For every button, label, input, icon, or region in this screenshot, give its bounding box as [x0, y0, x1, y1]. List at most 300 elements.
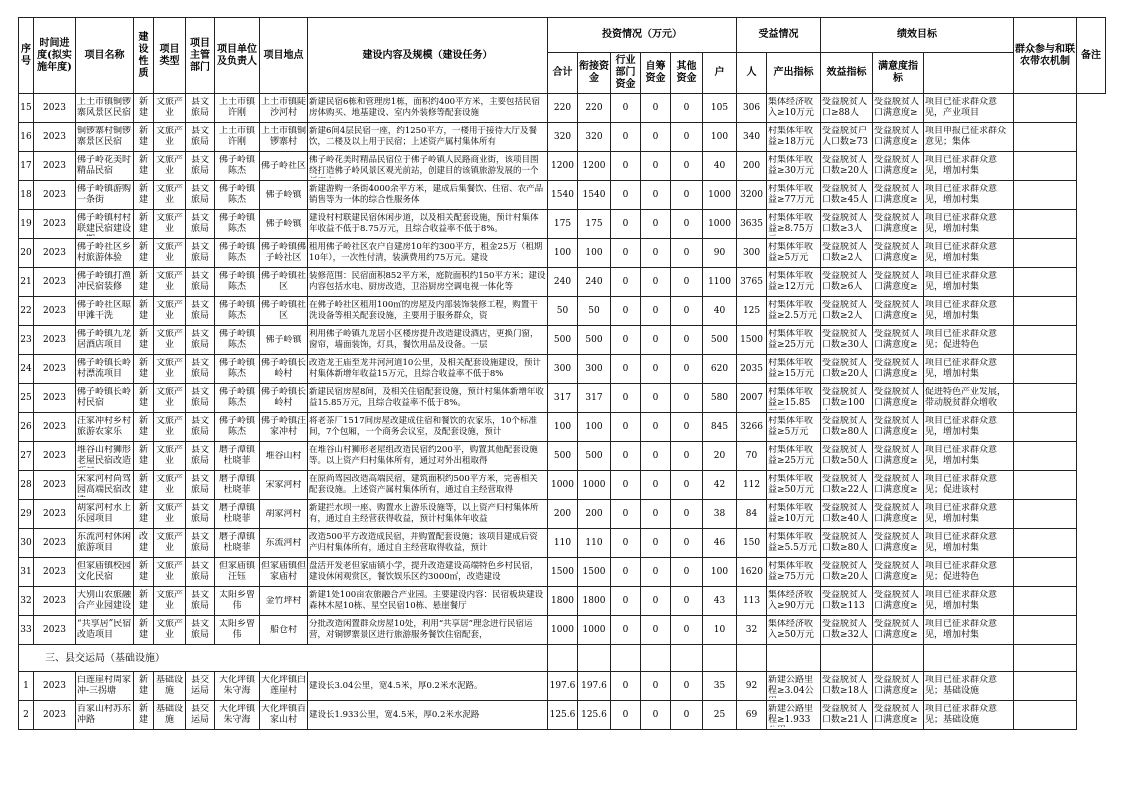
cell-inv-linked: 175 — [585, 218, 603, 229]
cell-output: 村集体年收益≥75万元 — [768, 561, 815, 582]
cell-satisfaction: 受益脱贫人口满意度≥ — [874, 561, 920, 582]
cell-year: 2023 — [43, 479, 66, 490]
header-performance: 绩效目标 — [821, 18, 1014, 53]
cell-effect: 受益脱贫人口数≥45人 — [822, 184, 869, 205]
cell-mechanism: 项目已征求群众意见，增加村集 — [925, 503, 998, 524]
cell-inv-linked: 100 — [585, 247, 603, 258]
cell-inv-dept: 0 — [622, 680, 629, 691]
cell-type: 文旅产业 — [155, 184, 183, 205]
cell-satisfaction: 受益脱贫人口满意度≥ — [874, 300, 920, 321]
cell-inv-linked: 125.6 — [581, 709, 607, 720]
cell-year: 2023 — [43, 305, 66, 316]
cell-name: 佛子岭社区乡村旅游体验 — [77, 242, 132, 263]
cell-inv-linked: 1000 — [582, 624, 606, 635]
cell-nature: 新建 — [138, 213, 148, 234]
cell-inv-dept: 0 — [622, 102, 629, 113]
cell-inv-self: 0 — [652, 450, 659, 461]
cell-inv-dept: 0 — [622, 363, 629, 374]
header-owner: 项目单位及负责人 — [215, 18, 260, 94]
cell-inv-linked: 317 — [585, 392, 603, 403]
cell-location: 大化坪镇百家山村 — [261, 704, 306, 725]
cell-content: 分批改造闲置群众房屋10处，利用“共享居”理念进行民宿运营，对铜锣寨景区进行旅游服务餐饮住宿配套， — [309, 619, 533, 640]
cell-inv-other: 0 — [683, 680, 690, 691]
header-inv-dept: 行业部门资金 — [611, 53, 641, 94]
cell-inv-other: 0 — [683, 363, 690, 374]
cell-owner: 佛子岭镇陈杰 — [218, 358, 255, 379]
table-row — [19, 442, 1106, 471]
cell-nature: 新建 — [138, 416, 148, 437]
cell-dept: 县文旅局 — [190, 329, 209, 350]
cell-inv-total: 175 — [553, 218, 572, 229]
cell-mechanism: 项目已征求群众意见，增加村集 — [925, 445, 998, 466]
cell-name: 胡家河村水上乐园项目 — [77, 503, 132, 524]
cell-type: 文旅产业 — [155, 300, 183, 321]
cell-location: 佛子岭社区 — [261, 160, 306, 171]
cell-inv-linked: 1500 — [582, 566, 606, 577]
cell-notes — [1014, 500, 1077, 529]
cell-output: 村集体年收益≥2.5万元 — [768, 300, 817, 321]
cell-notes — [1014, 355, 1077, 384]
cell-inv-total: 50 — [556, 305, 569, 316]
cell-inv-other: 0 — [683, 709, 690, 720]
cell-nature: 新建 — [138, 271, 148, 292]
cell-inv-self: 0 — [652, 305, 659, 316]
cell-output: 村集体年收益≥18万元 — [768, 126, 815, 147]
cell-inv-other: 0 — [683, 624, 690, 635]
table-row — [19, 500, 1106, 529]
cell-satisfaction: 受益脱贫人口满意度≥ — [874, 503, 920, 524]
cell-location: 佛子岭镇佛子岭社区 — [261, 242, 306, 263]
cell-people: 113 — [742, 595, 761, 606]
cell-households: 10 — [713, 624, 726, 635]
cell-output: 村集体年收益≥12万元 — [768, 271, 815, 292]
cell-owner: 上土市镇许刚 — [218, 126, 255, 147]
cell-year: 2023 — [43, 247, 66, 258]
cell-dept: 县文旅局 — [190, 126, 209, 147]
cell-seq: 29 — [20, 508, 32, 519]
cell-seq: 27 — [20, 450, 32, 461]
cell-dept: 县文旅局 — [190, 358, 209, 379]
cell-year: 2023 — [43, 709, 66, 720]
cell-notes — [1014, 587, 1077, 616]
cell-households: 100 — [710, 131, 729, 142]
cell-inv-total: 317 — [553, 392, 572, 403]
cell-inv-self: 0 — [652, 334, 659, 345]
section-header-row — [19, 645, 1106, 672]
cell-location: 宋家河村 — [265, 479, 302, 490]
table-row — [19, 152, 1106, 181]
cell-mechanism: 项目已征求群众意见；基础设施 — [925, 704, 998, 725]
cell-households: 42 — [713, 479, 726, 490]
cell-mechanism: 项目已征求群众意见，增加村集 — [925, 619, 998, 640]
cell-location: 东流河村 — [265, 537, 302, 548]
cell-name: 铜锣寨村铜锣寨景区民宿 — [77, 126, 132, 147]
cell-effect: 受益脱贫人口数≥50人 — [822, 445, 869, 466]
cell-seq: 19 — [20, 218, 32, 229]
header-inv-self: 自筹资金 — [641, 53, 671, 94]
cell-inv-self: 0 — [652, 537, 659, 548]
cell-location: 金竹坪村 — [265, 595, 302, 606]
cell-effect: 受益脱贫人口≥88人 — [822, 97, 868, 118]
table-row — [19, 210, 1106, 239]
cell-year: 2023 — [43, 421, 66, 432]
cell-year: 2023 — [43, 276, 66, 287]
cell-people: 125 — [742, 305, 761, 316]
cell-location: 大化坪镇白莲崖村 — [261, 675, 306, 696]
cell-year: 2023 — [43, 102, 66, 113]
cell-dept: 县交运局 — [190, 675, 209, 696]
cell-households: 46 — [713, 537, 726, 548]
cell-people: 3765 — [740, 276, 763, 287]
cell-satisfaction: 受益脱贫人口满意度≥ — [874, 213, 920, 234]
cell-nature: 新建 — [138, 155, 148, 176]
cell-people: 3635 — [740, 218, 763, 229]
cell-inv-dept: 0 — [622, 709, 629, 720]
cell-households: 500 — [710, 334, 729, 345]
cell-inv-linked: 50 — [588, 305, 600, 316]
cell-people: 32 — [745, 624, 758, 635]
cell-effect: 受益脱贫人口数≥18人 — [822, 675, 869, 696]
cell-notes — [1014, 701, 1077, 730]
cell-name: 上土市镇铜锣寨风景区民宿 — [77, 97, 132, 118]
cell-content: 在堆谷山村狮形老屋组改造民宿约200平，购置其他配套设施等。以上资产归村集体所有，通过对外出租取得 — [309, 445, 538, 466]
cell-owner: 磨子潭镇杜晓菲 — [218, 474, 255, 495]
cell-satisfaction: 受益脱贫人口满意度≥ — [874, 242, 920, 263]
cell-people: 92 — [745, 680, 758, 691]
cell-effect: 受益脱贫人口数≥21人 — [822, 704, 869, 725]
cell-name: 佛子岭镇长岭村民宿 — [77, 387, 132, 408]
cell-effect: 受益脱贫人口数≥2人 — [822, 242, 868, 263]
cell-notes — [1014, 94, 1077, 123]
cell-owner: 磨子潭镇杜晓菲 — [218, 532, 255, 553]
cell-type: 文旅产业 — [155, 271, 183, 292]
cell-inv-other: 0 — [683, 189, 690, 200]
cell-nature: 新建 — [138, 445, 148, 466]
cell-nature: 新建 — [138, 474, 148, 495]
cell-mechanism: 项目已征求群众意见，增加村集 — [925, 532, 998, 553]
cell-inv-total: 197.6 — [549, 680, 576, 691]
cell-inv-other: 0 — [683, 450, 690, 461]
cell-seq: 20 — [20, 247, 32, 258]
cell-seq: 23 — [20, 334, 32, 345]
cell-owner: 佛子岭镇陈杰 — [218, 271, 255, 292]
cell-inv-other: 0 — [683, 566, 690, 577]
table-row — [19, 181, 1106, 210]
cell-people: 112 — [742, 479, 761, 490]
cell-satisfaction: 受益脱贫人口满意度≥ — [874, 358, 920, 379]
cell-type: 文旅产业 — [155, 387, 183, 408]
cell-households: 1100 — [708, 276, 731, 287]
table-row — [19, 529, 1106, 558]
cell-nature: 新建 — [138, 675, 148, 696]
cell-households: 580 — [710, 392, 729, 403]
cell-inv-self: 0 — [652, 363, 659, 374]
cell-households: 1000 — [708, 218, 731, 229]
cell-inv-self: 0 — [652, 479, 659, 490]
cell-content: 装修范围：民宿面积852平方米，庭院面积约150平方米；建设内容包括水电、厨房改造，卫浴厨房空调电视一体化等 — [309, 271, 546, 292]
cell-satisfaction: 受益脱贫人口满意度≥ — [874, 97, 920, 118]
cell-households: 845 — [710, 421, 729, 432]
cell-inv-total: 1000 — [551, 479, 574, 490]
cell-mechanism: 项目已征求群众意见，增加村集 — [925, 300, 998, 321]
cell-dept: 县文旅局 — [190, 503, 209, 524]
cell-inv-dept: 0 — [622, 160, 629, 171]
cell-inv-other: 0 — [683, 305, 690, 316]
cell-name: 佛子岭镇打渔冲民宿装修 — [77, 271, 132, 292]
cell-location: 佛子岭镇社区 — [261, 271, 306, 292]
cell-content: 在佛子岭社区租用100㎡的房屋及内部装饰装修工程，购置干洗设备等相关配套设施，主要用于服务群众，资 — [309, 300, 538, 321]
cell-type: 文旅产业 — [155, 155, 183, 176]
cell-dept: 县文旅局 — [190, 271, 209, 292]
cell-mechanism: 项目已征求群众意见，增加村集 — [925, 184, 998, 205]
cell-people: 200 — [742, 160, 761, 171]
cell-type: 文旅产业 — [155, 329, 183, 350]
cell-inv-other: 0 — [683, 102, 690, 113]
cell-notes — [1014, 210, 1077, 239]
cell-inv-dept: 0 — [622, 537, 629, 548]
cell-type: 文旅产业 — [155, 532, 183, 553]
cell-dept: 县文旅局 — [190, 474, 209, 495]
cell-notes — [1014, 384, 1077, 413]
cell-households: 20 — [713, 450, 726, 461]
cell-inv-dept: 0 — [622, 334, 629, 345]
cell-households: 90 — [713, 247, 726, 258]
cell-households: 43 — [713, 595, 726, 606]
cell-nature: 新建 — [138, 358, 148, 379]
cell-nature: 新建 — [138, 184, 148, 205]
cell-name: 东流河村休闲旅游项目 — [77, 532, 132, 553]
cell-content: 建设长3.04公里，宽4.5米，厚0.2米水泥路。 — [309, 680, 483, 691]
cell-owner: 佛子岭镇陈杰 — [218, 184, 255, 205]
table-row — [19, 326, 1106, 355]
cell-satisfaction: 受益脱贫人口满意度≥ — [874, 590, 920, 611]
cell-people: 2007 — [740, 392, 763, 403]
cell-inv-self: 0 — [652, 276, 659, 287]
cell-year: 2023 — [43, 131, 66, 142]
cell-notes — [1014, 672, 1077, 701]
cell-people: 340 — [742, 131, 761, 142]
cell-dept: 县文旅局 — [190, 416, 209, 437]
cell-notes — [1014, 152, 1077, 181]
cell-type: 文旅产业 — [155, 590, 183, 611]
cell-inv-linked: 1000 — [582, 479, 606, 490]
cell-year: 2023 — [43, 218, 66, 229]
cell-dept: 县交运局 — [190, 704, 209, 725]
cell-name: “共享居”民宿改造项目 — [77, 619, 132, 640]
cell-seq: 18 — [20, 189, 32, 200]
table-row — [19, 355, 1106, 384]
cell-year: 2023 — [43, 334, 66, 345]
cell-mechanism: 项目已征求群众意见；基础设施 — [925, 675, 998, 696]
cell-households: 38 — [713, 508, 726, 519]
cell-households: 100 — [710, 566, 729, 577]
header-name: 项目名称 — [76, 18, 134, 94]
cell-location: 佛子岭镇汪家冲村 — [261, 416, 306, 437]
cell-inv-total: 110 — [553, 537, 572, 548]
cell-effect: 受益脱贫人口数≥3人 — [822, 213, 868, 234]
cell-seq: 22 — [20, 305, 32, 316]
cell-dept: 县文旅局 — [190, 300, 209, 321]
cell-mechanism: 项目已征求群众意见，产业项目 — [925, 97, 998, 118]
cell-inv-self: 0 — [652, 218, 659, 229]
cell-type: 文旅产业 — [155, 97, 183, 118]
culture-tourism-rows — [19, 94, 1106, 645]
cell-year: 2023 — [43, 595, 66, 606]
cell-output: 新建公路里程≥1.933 — [768, 703, 814, 725]
cell-content: 在原尚驾园改造高端民宿，建筑面积约500平方米，完善相关配套设施。上述资产属村集体所有，通过自主经营取得 — [309, 474, 538, 495]
cell-satisfaction: 受益脱贫人口满意度≥ — [874, 474, 920, 495]
cell-inv-other: 0 — [683, 595, 690, 606]
cell-inv-total: 240 — [553, 276, 572, 287]
cell-inv-linked: 220 — [585, 102, 603, 113]
cell-nature: 新建 — [138, 126, 148, 147]
cell-inv-total: 500 — [553, 450, 572, 461]
cell-households: 105 — [710, 102, 729, 113]
cell-owner: 太阳乡曾伟 — [218, 619, 255, 640]
cell-owner: 磨子潭镇杜晓菲 — [218, 445, 255, 466]
cell-inv-linked: 200 — [585, 508, 603, 519]
cell-type: 基础设施 — [155, 675, 183, 696]
cell-name: 百家山村苏东冲路 — [77, 704, 132, 725]
header-ben-households: 户 — [703, 53, 737, 94]
cell-dept: 县文旅局 — [190, 619, 209, 640]
cell-type: 文旅产业 — [155, 358, 183, 379]
cell-notes — [1014, 413, 1077, 442]
cell-type: 文旅产业 — [155, 561, 183, 582]
cell-effect: 受益脱贫人口数≥22人 — [822, 474, 869, 495]
cell-type: 文旅产业 — [155, 126, 183, 147]
cell-output: 集体经济收入≥90万元 — [768, 590, 815, 611]
cell-mechanism: 促进特色产业发展，带动脱贫群众增收 — [925, 387, 1007, 408]
cell-satisfaction: 受益脱贫人口满意度≥ — [874, 416, 920, 437]
cell-notes — [1014, 529, 1077, 558]
cell-nature: 新建 — [138, 97, 148, 118]
cell-satisfaction: 受益脱贫人口满意度≥ — [874, 675, 920, 696]
cell-effect: 受益脱贫人口数≥32人 — [822, 619, 869, 640]
cell-dept: 县文旅局 — [190, 242, 209, 263]
cell-content: 建设长1.933公里，宽4.5米，厚0.2米水泥路 — [309, 709, 480, 720]
cell-inv-dept: 0 — [622, 218, 629, 229]
cell-seq: 17 — [20, 160, 32, 171]
cell-inv-total: 125.6 — [549, 709, 576, 720]
cell-mechanism: 项目已征求群众意见，增加村集 — [925, 590, 998, 611]
cell-effect: 受益脱贫人口数≥20人 — [822, 561, 869, 582]
cell-inv-self: 0 — [652, 595, 659, 606]
cell-inv-other: 0 — [683, 160, 690, 171]
cell-satisfaction: 受益脱贫人口满意度≥ — [874, 126, 920, 147]
cell-inv-other: 0 — [683, 508, 690, 519]
cell-owner: 佛子岭镇陈杰 — [218, 155, 255, 176]
cell-location: 佛子岭镇 — [265, 189, 302, 200]
header-year: 时间进度(拟实施年度) — [34, 18, 76, 94]
cell-owner: 上土市镇许刚 — [218, 97, 255, 118]
cell-type: 文旅产业 — [155, 445, 183, 466]
cell-type: 文旅产业 — [155, 213, 183, 234]
cell-owner: 佛子岭镇陈杰 — [218, 300, 255, 321]
cell-households: 35 — [713, 680, 726, 691]
cell-name: 但家庙镇校园文化民宿 — [77, 561, 132, 582]
cell-inv-total: 1540 — [551, 189, 574, 200]
cell-dept: 县文旅局 — [190, 532, 209, 553]
cell-inv-self: 0 — [652, 624, 659, 635]
cell-inv-linked: 500 — [585, 450, 603, 461]
cell-inv-dept: 0 — [622, 624, 629, 635]
table-row — [19, 413, 1106, 442]
cell-mechanism: 项目已征求群众意见，增加村集 — [925, 358, 998, 379]
cell-seq: 1 — [23, 680, 29, 691]
cell-seq: 21 — [20, 276, 32, 287]
cell-type: 文旅产业 — [155, 416, 183, 437]
cell-inv-dept: 0 — [622, 595, 629, 606]
cell-location: 佛子岭镇 — [265, 218, 302, 229]
cell-year: 2023 — [43, 392, 66, 403]
cell-inv-dept: 0 — [622, 276, 629, 287]
cell-notes — [1014, 297, 1077, 326]
cell-owner: 佛子岭镇陈杰 — [218, 213, 255, 234]
cell-owner: 大化坪镇朱守海 — [218, 704, 255, 725]
cell-people: 3200 — [740, 189, 763, 200]
cell-inv-other: 0 — [683, 276, 690, 287]
cell-inv-dept: 0 — [622, 305, 629, 316]
cell-satisfaction: 受益脱贫人口满意度≥ — [874, 387, 920, 408]
cell-people: 1500 — [740, 334, 763, 345]
cell-name: 佛子岭镇村村联建民宿建设 — [77, 212, 132, 234]
cell-inv-linked: 320 — [585, 131, 603, 142]
cell-inv-total: 220 — [553, 102, 572, 113]
cell-effect: 受益脱贫人口数≥2人 — [822, 300, 868, 321]
cell-inv-self: 0 — [652, 102, 659, 113]
cell-inv-self: 0 — [652, 709, 659, 720]
cell-content: 新建拦水坝一座、购置水上游乐设施等，以上资产归村集体所有，通过自主经营获得收益，预计村集体年收益 — [309, 503, 539, 524]
cell-inv-other: 0 — [683, 537, 690, 548]
cell-notes — [1014, 326, 1077, 355]
cell-name: 佛子岭镇长岭村漂流项目 — [77, 358, 132, 379]
table-row — [19, 701, 1106, 730]
cell-year: 2023 — [43, 450, 66, 461]
cell-inv-total: 100 — [553, 247, 572, 258]
header-inv-linked: 衔接资金 — [578, 53, 611, 94]
cell-people: 69 — [745, 709, 758, 720]
cell-inv-other: 0 — [683, 479, 690, 490]
cell-name: 佛子岭社区晾甲滩干洗 — [77, 300, 132, 321]
cell-name: 佛子岭镇九龙居酒店项目 — [77, 329, 132, 350]
cell-output: 村集体年收益≥15.85 — [768, 386, 814, 408]
cell-inv-self: 0 — [652, 421, 659, 432]
cell-output: 村集体年收益≥5万元 — [768, 416, 814, 437]
cell-nature: 新建 — [138, 561, 148, 582]
cell-inv-total: 100 — [553, 421, 572, 432]
header-mechanism: 群众参与和联农带农机制 — [1014, 18, 1077, 94]
cell-households: 620 — [710, 363, 729, 374]
cell-name: 大别山农旅融合产业园建设 — [77, 590, 132, 611]
cell-households: 1000 — [708, 189, 731, 200]
cell-inv-dept: 0 — [622, 247, 629, 258]
cell-seq: 16 — [20, 131, 32, 142]
cell-mechanism: 项目已征求群众意见；促进特色 — [925, 329, 998, 350]
cell-effect: 受益脱贫人口数≥20人 — [822, 358, 869, 379]
table-row — [19, 616, 1106, 645]
cell-nature: 新建 — [138, 590, 148, 611]
cell-notes — [1014, 123, 1077, 152]
cell-effect: 受益脱贫人口数≥113 — [822, 590, 868, 611]
header-perf-satisfaction: 满意度指标 — [873, 53, 924, 94]
cell-effect: 受益脱贫人口数≥80人 — [822, 532, 869, 553]
cell-location: 上土市镇铜锣寨村 — [261, 126, 306, 147]
cell-inv-dept: 0 — [622, 566, 629, 577]
header-content: 建设内容及规模（建设任务） — [308, 18, 548, 94]
cell-content: 新建民宿房屋8间，及相关住宿配套设施，预计村集体新增年收益15.85万元，且综合收益率不低于8%。 — [309, 387, 544, 408]
cell-content: 新建游购一条街4000余平方米，建成后集餐饮、住宿、农产品销售等为一体的综合性服务体 — [309, 184, 544, 205]
